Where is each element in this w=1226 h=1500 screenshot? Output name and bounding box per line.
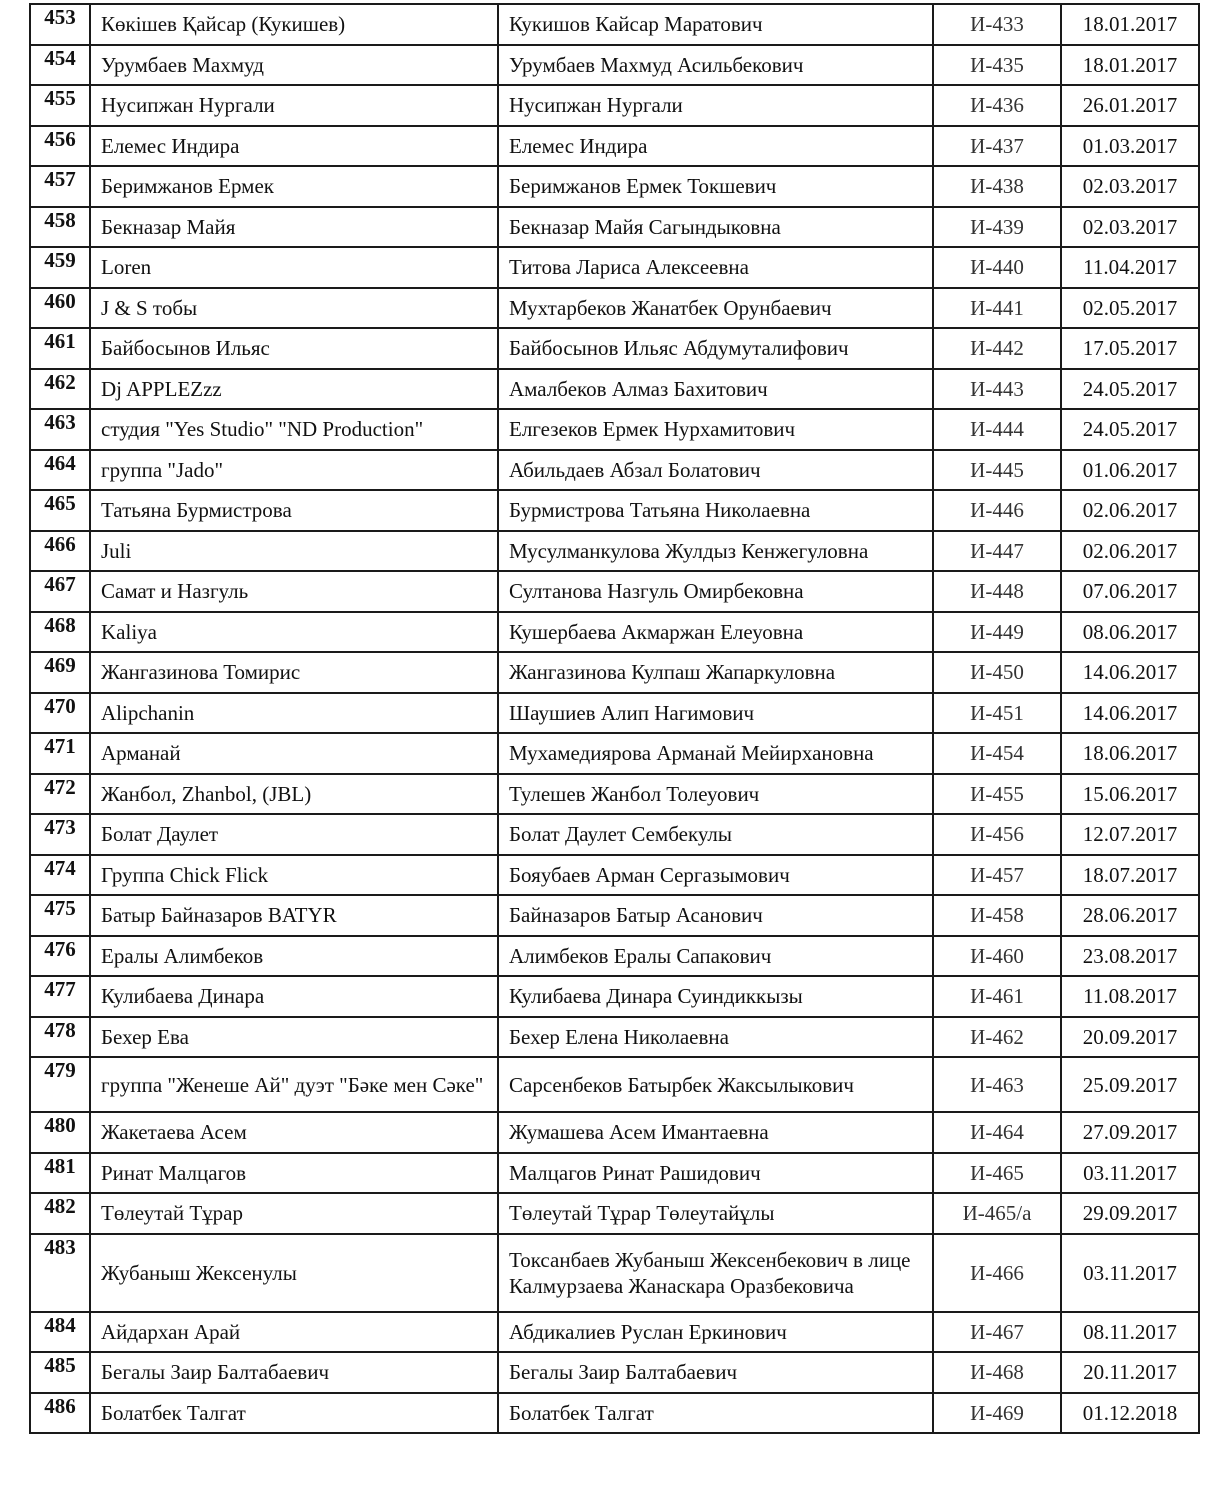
table-row <box>30 207 1199 248</box>
table-row <box>30 1193 1199 1234</box>
registration-code-cell: И-446 <box>933 490 1061 531</box>
registration-date-cell: 11.04.2017 <box>1061 247 1199 288</box>
registration-date-cell: 02.06.2017 <box>1061 531 1199 572</box>
registration-code-cell: И-449 <box>933 612 1061 653</box>
registration-code-cell: И-441 <box>933 288 1061 329</box>
row-number-cell: 462 <box>30 369 90 410</box>
table-row <box>30 652 1199 693</box>
owner-name-cell: Мухтарбеков Жанатбек Орунбаевич <box>498 288 933 329</box>
owner-name-cell: Тулешев Жанбол Толеуович <box>498 774 933 815</box>
artist-name-cell: Жанбол, Zhanbol, (JBL) <box>90 774 498 815</box>
owner-name-cell: Абдикалиев Руслан Еркинович <box>498 1312 933 1353</box>
registration-code-cell: И-448 <box>933 571 1061 612</box>
row-number-cell: 454 <box>30 45 90 86</box>
registration-code-cell: И-454 <box>933 733 1061 774</box>
artist-name-cell: Елемес Индира <box>90 126 498 167</box>
row-number-cell: 459 <box>30 247 90 288</box>
registration-code-cell: И-463 <box>933 1057 1061 1112</box>
registration-code-cell: И-468 <box>933 1352 1061 1393</box>
registration-code-cell: И-469 <box>933 1393 1061 1434</box>
table-row <box>30 531 1199 572</box>
registration-date-cell: 07.06.2017 <box>1061 571 1199 612</box>
artist-name-cell: Loren <box>90 247 498 288</box>
row-number-cell: 475 <box>30 895 90 936</box>
row-number-cell: 471 <box>30 733 90 774</box>
artist-name-cell: Самат и Назгуль <box>90 571 498 612</box>
registration-date-cell: 02.05.2017 <box>1061 288 1199 329</box>
owner-name-cell: Беримжанов Ермек Токшевич <box>498 166 933 207</box>
registration-code-cell: И-439 <box>933 207 1061 248</box>
artist-name-cell: Жакетаева Асем <box>90 1112 498 1153</box>
table-row <box>30 85 1199 126</box>
registration-code-cell: И-437 <box>933 126 1061 167</box>
table-row <box>30 774 1199 815</box>
registration-date-cell: 18.01.2017 <box>1061 4 1199 45</box>
row-number-cell: 486 <box>30 1393 90 1434</box>
owner-name-cell: Мухамедиярова Арманай Мейирхановна <box>498 733 933 774</box>
row-number-cell: 457 <box>30 166 90 207</box>
registration-code-cell: И-467 <box>933 1312 1061 1353</box>
registry-table-body <box>30 4 1199 1433</box>
registration-code-cell: И-445 <box>933 450 1061 491</box>
table-row <box>30 895 1199 936</box>
row-number-cell: 456 <box>30 126 90 167</box>
row-number-cell: 470 <box>30 693 90 734</box>
registration-code-cell: И-457 <box>933 855 1061 896</box>
registration-code-cell: И-436 <box>933 85 1061 126</box>
registration-date-cell: 28.06.2017 <box>1061 895 1199 936</box>
table-row <box>30 571 1199 612</box>
artist-name-cell: группа "Женеше Ай" дуэт "Бәке мен Сәке" <box>90 1057 498 1112</box>
registration-date-cell: 12.07.2017 <box>1061 814 1199 855</box>
registration-code-cell: И-435 <box>933 45 1061 86</box>
row-number-cell: 482 <box>30 1193 90 1234</box>
table-row <box>30 1393 1199 1434</box>
artist-name-cell: группа "Jado" <box>90 450 498 491</box>
registration-code-cell: И-447 <box>933 531 1061 572</box>
row-number-cell: 467 <box>30 571 90 612</box>
registry-table <box>29 3 1200 1434</box>
table-row <box>30 328 1199 369</box>
table-row <box>30 490 1199 531</box>
table-row <box>30 1153 1199 1194</box>
row-number-cell: 465 <box>30 490 90 531</box>
registration-date-cell: 01.12.2018 <box>1061 1393 1199 1434</box>
registration-code-cell: И-456 <box>933 814 1061 855</box>
registration-code-cell: И-460 <box>933 936 1061 977</box>
table-row <box>30 855 1199 896</box>
registration-code-cell: И-444 <box>933 409 1061 450</box>
registration-code-cell: И-465 <box>933 1153 1061 1194</box>
row-number-cell: 483 <box>30 1234 90 1312</box>
registration-date-cell: 01.06.2017 <box>1061 450 1199 491</box>
owner-name-cell: Бурмистрова Татьяна Николаевна <box>498 490 933 531</box>
registration-date-cell: 02.06.2017 <box>1061 490 1199 531</box>
registration-code-cell: И-443 <box>933 369 1061 410</box>
registration-code-cell: И-438 <box>933 166 1061 207</box>
registration-date-cell: 18.01.2017 <box>1061 45 1199 86</box>
row-number-cell: 485 <box>30 1352 90 1393</box>
row-number-cell: 478 <box>30 1017 90 1058</box>
registration-date-cell: 20.11.2017 <box>1061 1352 1199 1393</box>
row-number-cell: 461 <box>30 328 90 369</box>
owner-name-cell: Кушербаева Акмаржан Елеуовна <box>498 612 933 653</box>
table-row <box>30 4 1199 45</box>
owner-name-cell: Кулибаева Динара Суиндиккызы <box>498 976 933 1017</box>
registration-code-cell: И-455 <box>933 774 1061 815</box>
row-number-cell: 473 <box>30 814 90 855</box>
row-number-cell: 476 <box>30 936 90 977</box>
registration-date-cell: 01.03.2017 <box>1061 126 1199 167</box>
artist-name-cell: Ералы Алимбеков <box>90 936 498 977</box>
table-row <box>30 369 1199 410</box>
artist-name-cell: Кулибаева Динара <box>90 976 498 1017</box>
registration-date-cell: 27.09.2017 <box>1061 1112 1199 1153</box>
registration-code-cell: И-466 <box>933 1234 1061 1312</box>
artist-name-cell: Урумбаев Махмуд <box>90 45 498 86</box>
table-row <box>30 45 1199 86</box>
row-number-cell: 480 <box>30 1112 90 1153</box>
artist-name-cell: Болатбек Талгат <box>90 1393 498 1434</box>
table-row <box>30 936 1199 977</box>
registration-date-cell: 15.06.2017 <box>1061 774 1199 815</box>
row-number-cell: 479 <box>30 1057 90 1112</box>
table-row <box>30 1112 1199 1153</box>
row-number-cell: 460 <box>30 288 90 329</box>
registration-date-cell: 26.01.2017 <box>1061 85 1199 126</box>
owner-name-cell: Бегалы Заир Балтабаевич <box>498 1352 933 1393</box>
registration-code-cell: И-462 <box>933 1017 1061 1058</box>
owner-name-cell: Бекназар Майя Сагындыковна <box>498 207 933 248</box>
owner-name-cell: Абильдаев Абзал Болатович <box>498 450 933 491</box>
owner-name-cell: Болат Даулет Сембекулы <box>498 814 933 855</box>
registration-code-cell: И-442 <box>933 328 1061 369</box>
table-row <box>30 693 1199 734</box>
registration-code-cell: И-440 <box>933 247 1061 288</box>
registration-date-cell: 20.09.2017 <box>1061 1017 1199 1058</box>
owner-name-cell: Токсанбаев Жубаныш Жексенбекович в лице Калмурзаева Жанаскара Оразбековича <box>498 1234 933 1312</box>
artist-name-cell: Группа Chick Flick <box>90 855 498 896</box>
artist-name-cell: Татьяна Бурмистрова <box>90 490 498 531</box>
table-row <box>30 450 1199 491</box>
registration-code-cell: И-461 <box>933 976 1061 1017</box>
artist-name-cell: Батыр Байназаров BATYR <box>90 895 498 936</box>
registration-code-cell: И-465/а <box>933 1193 1061 1234</box>
table-row <box>30 976 1199 1017</box>
owner-name-cell: Байбосынов Ильяс Абдумуталифович <box>498 328 933 369</box>
registration-date-cell: 23.08.2017 <box>1061 936 1199 977</box>
row-number-cell: 481 <box>30 1153 90 1194</box>
row-number-cell: 477 <box>30 976 90 1017</box>
artist-name-cell: Болат Даулет <box>90 814 498 855</box>
owner-name-cell: Урумбаев Махмуд Асильбекович <box>498 45 933 86</box>
owner-name-cell: Нусипжан Нургали <box>498 85 933 126</box>
registration-date-cell: 29.09.2017 <box>1061 1193 1199 1234</box>
owner-name-cell: Жангазинова Кулпаш Жапаркуловна <box>498 652 933 693</box>
artist-name-cell: Төлеутай Тұрар <box>90 1193 498 1234</box>
row-number-cell: 466 <box>30 531 90 572</box>
registration-code-cell: И-458 <box>933 895 1061 936</box>
owner-name-cell: Мусулманкулова Жулдыз Кенжегуловна <box>498 531 933 572</box>
artist-name-cell: Нусипжан Нургали <box>90 85 498 126</box>
registration-date-cell: 18.07.2017 <box>1061 855 1199 896</box>
owner-name-cell: Амалбеков Алмаз Бахитович <box>498 369 933 410</box>
artist-name-cell: Бегалы Заир Балтабаевич <box>90 1352 498 1393</box>
registration-date-cell: 03.11.2017 <box>1061 1234 1199 1312</box>
owner-name-cell: Бояубаев Арман Сергазымович <box>498 855 933 896</box>
table-row <box>30 288 1199 329</box>
row-number-cell: 458 <box>30 207 90 248</box>
table-row <box>30 814 1199 855</box>
row-number-cell: 472 <box>30 774 90 815</box>
artist-name-cell: Көкішев Қайсар (Кукишев) <box>90 4 498 45</box>
table-row <box>30 612 1199 653</box>
table-row <box>30 1234 1199 1312</box>
registration-date-cell: 11.08.2017 <box>1061 976 1199 1017</box>
artist-name-cell: Байбосынов Ильяс <box>90 328 498 369</box>
registration-date-cell: 24.05.2017 <box>1061 369 1199 410</box>
artist-name-cell: Juli <box>90 531 498 572</box>
artist-name-cell: Kaliya <box>90 612 498 653</box>
row-number-cell: 484 <box>30 1312 90 1353</box>
owner-name-cell: Кукишов Кайсар Маратович <box>498 4 933 45</box>
artist-name-cell: Ринат Малцагов <box>90 1153 498 1194</box>
registration-date-cell: 25.09.2017 <box>1061 1057 1199 1112</box>
row-number-cell: 455 <box>30 85 90 126</box>
owner-name-cell: Елемес Индира <box>498 126 933 167</box>
table-row <box>30 247 1199 288</box>
table-row <box>30 166 1199 207</box>
artist-name-cell: J & S тобы <box>90 288 498 329</box>
artist-name-cell: Беримжанов Ермек <box>90 166 498 207</box>
artist-name-cell: Арманай <box>90 733 498 774</box>
registration-date-cell: 02.03.2017 <box>1061 207 1199 248</box>
registration-date-cell: 02.03.2017 <box>1061 166 1199 207</box>
registration-date-cell: 03.11.2017 <box>1061 1153 1199 1194</box>
artist-name-cell: студия "Yes Studio" "ND Production" <box>90 409 498 450</box>
row-number-cell: 464 <box>30 450 90 491</box>
owner-name-cell: Малцагов Ринат Рашидович <box>498 1153 933 1194</box>
registration-date-cell: 17.05.2017 <box>1061 328 1199 369</box>
table-row <box>30 733 1199 774</box>
table-row <box>30 409 1199 450</box>
row-number-cell: 463 <box>30 409 90 450</box>
table-row <box>30 1017 1199 1058</box>
owner-name-cell: Елгезеков Ермек Нурхамитович <box>498 409 933 450</box>
row-number-cell: 468 <box>30 612 90 653</box>
registration-date-cell: 08.11.2017 <box>1061 1312 1199 1353</box>
owner-name-cell: Төлеутай Тұрар Төлеутайұлы <box>498 1193 933 1234</box>
registration-date-cell: 18.06.2017 <box>1061 733 1199 774</box>
table-row <box>30 126 1199 167</box>
artist-name-cell: Dj APPLEZzz <box>90 369 498 410</box>
registration-code-cell: И-450 <box>933 652 1061 693</box>
owner-name-cell: Алимбеков Ералы Сапакович <box>498 936 933 977</box>
registration-code-cell: И-451 <box>933 693 1061 734</box>
owner-name-cell: Бехер Елена Николаевна <box>498 1017 933 1058</box>
artist-name-cell: Alipchanin <box>90 693 498 734</box>
artist-name-cell: Айдархан Арай <box>90 1312 498 1353</box>
owner-name-cell: Шаушиев Алип Нагимович <box>498 693 933 734</box>
owner-name-cell: Султанова Назгуль Омирбековна <box>498 571 933 612</box>
row-number-cell: 474 <box>30 855 90 896</box>
registration-date-cell: 24.05.2017 <box>1061 409 1199 450</box>
table-row <box>30 1352 1199 1393</box>
row-number-cell: 469 <box>30 652 90 693</box>
artist-name-cell: Бехер Ева <box>90 1017 498 1058</box>
owner-name-cell: Жумашева Асем Имантаевна <box>498 1112 933 1153</box>
registration-code-cell: И-433 <box>933 4 1061 45</box>
owner-name-cell: Титова Лариса Алексеевна <box>498 247 933 288</box>
registration-code-cell: И-464 <box>933 1112 1061 1153</box>
owner-name-cell: Байназаров Батыр Асанович <box>498 895 933 936</box>
registration-date-cell: 14.06.2017 <box>1061 693 1199 734</box>
artist-name-cell: Жангазинова Томирис <box>90 652 498 693</box>
registration-date-cell: 08.06.2017 <box>1061 612 1199 653</box>
owner-name-cell: Сарсенбеков Батырбек Жаксылыкович <box>498 1057 933 1112</box>
table-row <box>30 1312 1199 1353</box>
registration-date-cell: 14.06.2017 <box>1061 652 1199 693</box>
row-number-cell: 453 <box>30 4 90 45</box>
artist-name-cell: Бекназар Майя <box>90 207 498 248</box>
table-row <box>30 1057 1199 1112</box>
owner-name-cell: Болатбек Талгат <box>498 1393 933 1434</box>
artist-name-cell: Жубаныш Жексенулы <box>90 1234 498 1312</box>
